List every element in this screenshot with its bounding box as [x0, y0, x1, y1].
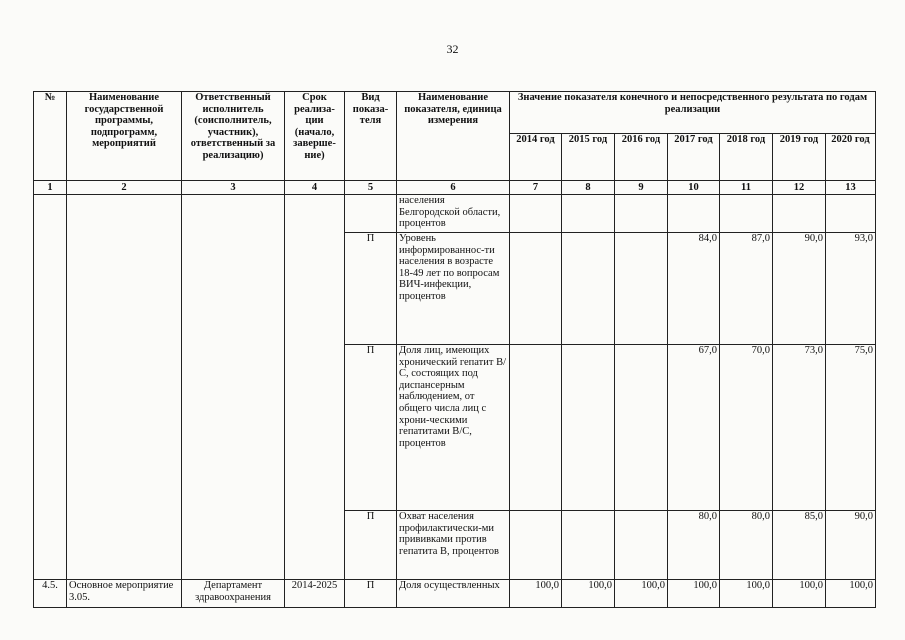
column-number: 12 [773, 181, 826, 195]
row-term: 2014-2025 [285, 580, 345, 608]
row-value [562, 233, 615, 345]
row-value: 100,0 [562, 580, 615, 608]
row-value [615, 233, 668, 345]
row-program-name [67, 195, 182, 580]
header-year: 2017 год [668, 134, 720, 181]
row-indicator-kind: П [345, 345, 397, 511]
row-indicator-name: Доля осуществленных [397, 580, 510, 608]
table-row [34, 580, 876, 608]
column-number: 3 [182, 181, 285, 195]
header-indicator-kind: Вид показа-теля [345, 92, 397, 181]
header-program-name: Наименование государственной программы, подпрограмм, мероприятий [67, 92, 182, 181]
row-value: 100,0 [668, 580, 720, 608]
header-number: № [34, 92, 67, 181]
row-indicator-name: Охват населения профилактически-ми прививками против гепатита В, процентов [397, 511, 510, 580]
row-value: 100,0 [826, 580, 876, 608]
row-value [510, 195, 562, 233]
row-value [562, 511, 615, 580]
row-value [773, 195, 826, 233]
row-executor: Департамент здравоохранения [182, 580, 285, 608]
row-value [510, 233, 562, 345]
row-value: 75,0 [826, 345, 876, 511]
row-value [615, 195, 668, 233]
row-value: 84,0 [668, 233, 720, 345]
column-number: 2 [67, 181, 182, 195]
column-number: 9 [615, 181, 668, 195]
row-indicator-name: населения Белгородской области, процентов [397, 195, 510, 233]
row-value: 67,0 [668, 345, 720, 511]
column-number: 10 [668, 181, 720, 195]
row-value: 70,0 [720, 345, 773, 511]
row-value: 90,0 [773, 233, 826, 345]
row-value [562, 345, 615, 511]
column-number: 13 [826, 181, 876, 195]
column-numbers-row [34, 181, 876, 195]
row-program-name: Основное мероприятие 3.05. [67, 580, 182, 608]
row-value: 80,0 [720, 511, 773, 580]
row-value [826, 195, 876, 233]
row-value: 73,0 [773, 345, 826, 511]
header-year: 2014 год [510, 134, 562, 181]
row-value [615, 511, 668, 580]
column-number: 6 [397, 181, 510, 195]
page-number: 32 [446, 42, 459, 56]
row-value [668, 195, 720, 233]
header-year: 2019 год [773, 134, 826, 181]
header-values-group: Значение показателя конечного и непосредственного результата по годам реализации [510, 92, 876, 134]
row-number: 4.5. [34, 580, 67, 608]
row-indicator-kind: П [345, 511, 397, 580]
row-value [615, 345, 668, 511]
row-value [720, 195, 773, 233]
header-indicator-name: Наименование показателя, единица измерения [397, 92, 510, 181]
row-value [510, 345, 562, 511]
row-value: 100,0 [615, 580, 668, 608]
row-value: 93,0 [826, 233, 876, 345]
row-executor [182, 195, 285, 580]
row-indicator-name: Доля лиц, имеющих хронический гепатит В/С, состоящих под диспансерным наблюдением, от общего числа лиц с хрони-ческими гепатитами В/С, процентов [397, 345, 510, 511]
header-year: 2020 год [826, 134, 876, 181]
row-indicator-name: Уровень информированнос-ти населения в возрасте 18-49 лет по вопросам ВИЧ-инфекции, процентов [397, 233, 510, 345]
row-value: 87,0 [720, 233, 773, 345]
row-value [510, 511, 562, 580]
column-number: 5 [345, 181, 397, 195]
row-value [562, 195, 615, 233]
row-indicator-kind [345, 195, 397, 233]
column-number: 1 [34, 181, 67, 195]
row-indicator-kind: П [345, 580, 397, 608]
row-value: 100,0 [510, 580, 562, 608]
indicators-table [33, 91, 876, 608]
header-term: Срок реализа-ции (начало, заверше-ние) [285, 92, 345, 181]
row-value: 85,0 [773, 511, 826, 580]
column-number: 11 [720, 181, 773, 195]
row-indicator-kind: П [345, 233, 397, 345]
header-year: 2016 год [615, 134, 668, 181]
row-value: 90,0 [826, 511, 876, 580]
header-year: 2018 год [720, 134, 773, 181]
row-value: 100,0 [720, 580, 773, 608]
header-year: 2015 год [562, 134, 615, 181]
row-value: 80,0 [668, 511, 720, 580]
row-value: 100,0 [773, 580, 826, 608]
row-term [285, 195, 345, 580]
column-number: 4 [285, 181, 345, 195]
header-executor: Ответственный исполнитель (соисполнитель, участник), ответственный за реализацию) [182, 92, 285, 181]
column-number: 8 [562, 181, 615, 195]
row-number [34, 195, 67, 580]
column-number: 7 [510, 181, 562, 195]
table-row [34, 195, 876, 233]
